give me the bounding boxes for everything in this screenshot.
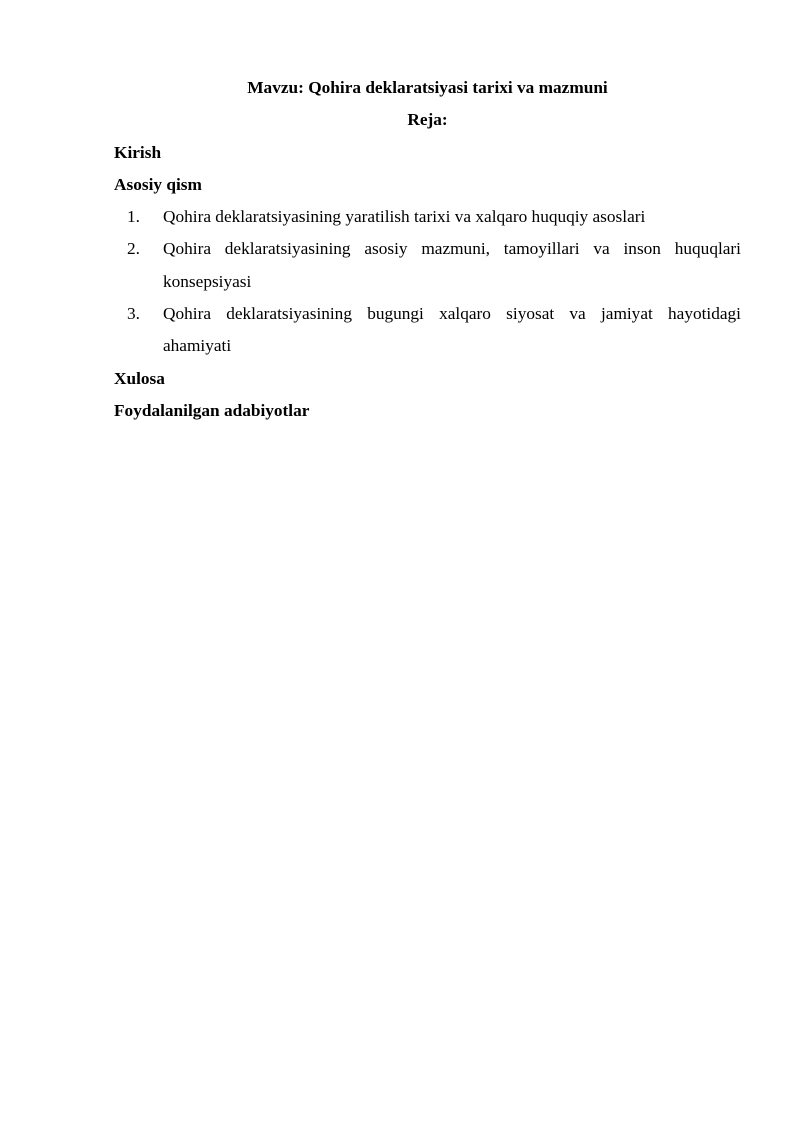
document-title: Mavzu: Qohira deklaratsiyasi tarixi va mazmuni xyxy=(247,78,608,97)
section-main-part: Asosiy qism xyxy=(114,174,202,194)
list-text-line1: Qohira deklaratsiyasining asosiy mazmuni, tamoyillari va inson huquqlari xyxy=(163,239,741,259)
list-number: 2. xyxy=(127,239,140,259)
list-item-1 xyxy=(114,201,741,233)
plan-heading: Reja: xyxy=(407,110,448,130)
list-number: 1. xyxy=(127,207,140,227)
list-text-line1: Qohira deklaratsiyasining bugungi xalqaro siyosat va jamiyat hayotidagi xyxy=(163,304,741,324)
section-intro: Kirish xyxy=(114,142,162,162)
list-text: Qohira deklaratsiyasining yaratilish tarixi va xalqaro huquqiy asoslari xyxy=(163,207,646,227)
list-item-3 xyxy=(114,298,741,363)
list-text-line2: konsepsiyasi xyxy=(163,271,252,291)
list-text-line2: ahamiyati xyxy=(163,336,232,356)
section-references: Foydalanilgan adabiyotlar xyxy=(114,400,310,420)
section-conclusion: Xulosa xyxy=(114,368,165,388)
document-page xyxy=(114,72,741,427)
list-item-2 xyxy=(114,233,741,298)
list-number: 3. xyxy=(127,304,140,324)
